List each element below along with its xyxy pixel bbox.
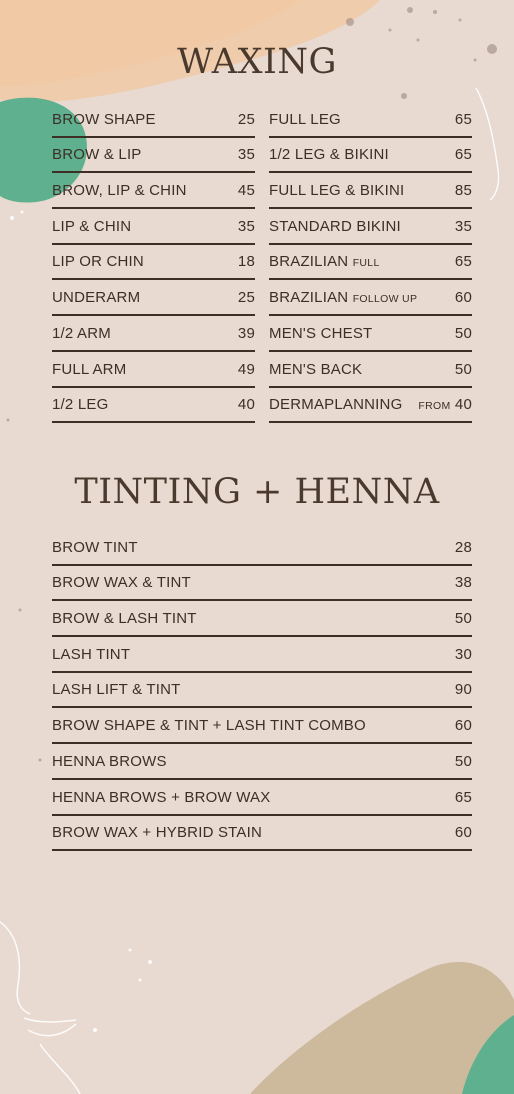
list-item: BRAZILIAN FOLLOW UP 60 bbox=[269, 280, 472, 316]
list-item: 1/2 LEG 40 bbox=[52, 388, 255, 424]
list-item: LASH LIFT & TINT 90 bbox=[52, 673, 472, 709]
list-item: BROW SHAPE & TINT + LASH TINT COMBO 60 bbox=[52, 708, 472, 744]
list-item: FULL ARM 49 bbox=[52, 352, 255, 388]
list-item: HENNA BROWS + BROW WAX 65 bbox=[52, 780, 472, 816]
list-item: BROW TINT 28 bbox=[52, 530, 472, 566]
line-art-top-right bbox=[476, 88, 499, 200]
list-item: BRAZILIAN FULL 65 bbox=[269, 245, 472, 281]
tinting-henna-title: TINTING + HENNA bbox=[74, 472, 440, 512]
list-item: STANDARD BIKINI 35 bbox=[269, 209, 472, 245]
list-item: BROW WAX & TINT 38 bbox=[52, 566, 472, 602]
list-item: LASH TINT 30 bbox=[52, 637, 472, 673]
waxing-left-column bbox=[52, 102, 255, 423]
list-item: BROW, LIP & CHIN 45 bbox=[52, 173, 255, 209]
waxing-title: WAXING bbox=[177, 42, 337, 82]
list-item: LIP OR CHIN 18 bbox=[52, 245, 255, 281]
waxing-right-column bbox=[269, 102, 472, 423]
list-item: FULL LEG & BIKINI 85 bbox=[269, 173, 472, 209]
tinting-list bbox=[52, 530, 472, 851]
list-item: UNDERARM 25 bbox=[52, 280, 255, 316]
list-item: 1/2 ARM 39 bbox=[52, 316, 255, 352]
list-item: BROW SHAPE 25 bbox=[52, 102, 255, 138]
list-item: HENNA BROWS 50 bbox=[52, 744, 472, 780]
list-item: BROW & LASH TINT 50 bbox=[52, 601, 472, 637]
list-item: MEN'S BACK 50 bbox=[269, 352, 472, 388]
list-item: 1/2 LEG & BIKINI 65 bbox=[269, 138, 472, 174]
face-line-art bbox=[0, 922, 80, 1094]
list-item: LIP & CHIN 35 bbox=[52, 209, 255, 245]
list-item: FULL LEG 65 bbox=[269, 102, 472, 138]
list-item: BROW & LIP 35 bbox=[52, 138, 255, 174]
list-item: DERMAPLANNING FROM 40 bbox=[269, 388, 472, 424]
list-item: BROW WAX + HYBRID STAIN 60 bbox=[52, 816, 472, 852]
list-item: MEN'S CHEST 50 bbox=[269, 316, 472, 352]
